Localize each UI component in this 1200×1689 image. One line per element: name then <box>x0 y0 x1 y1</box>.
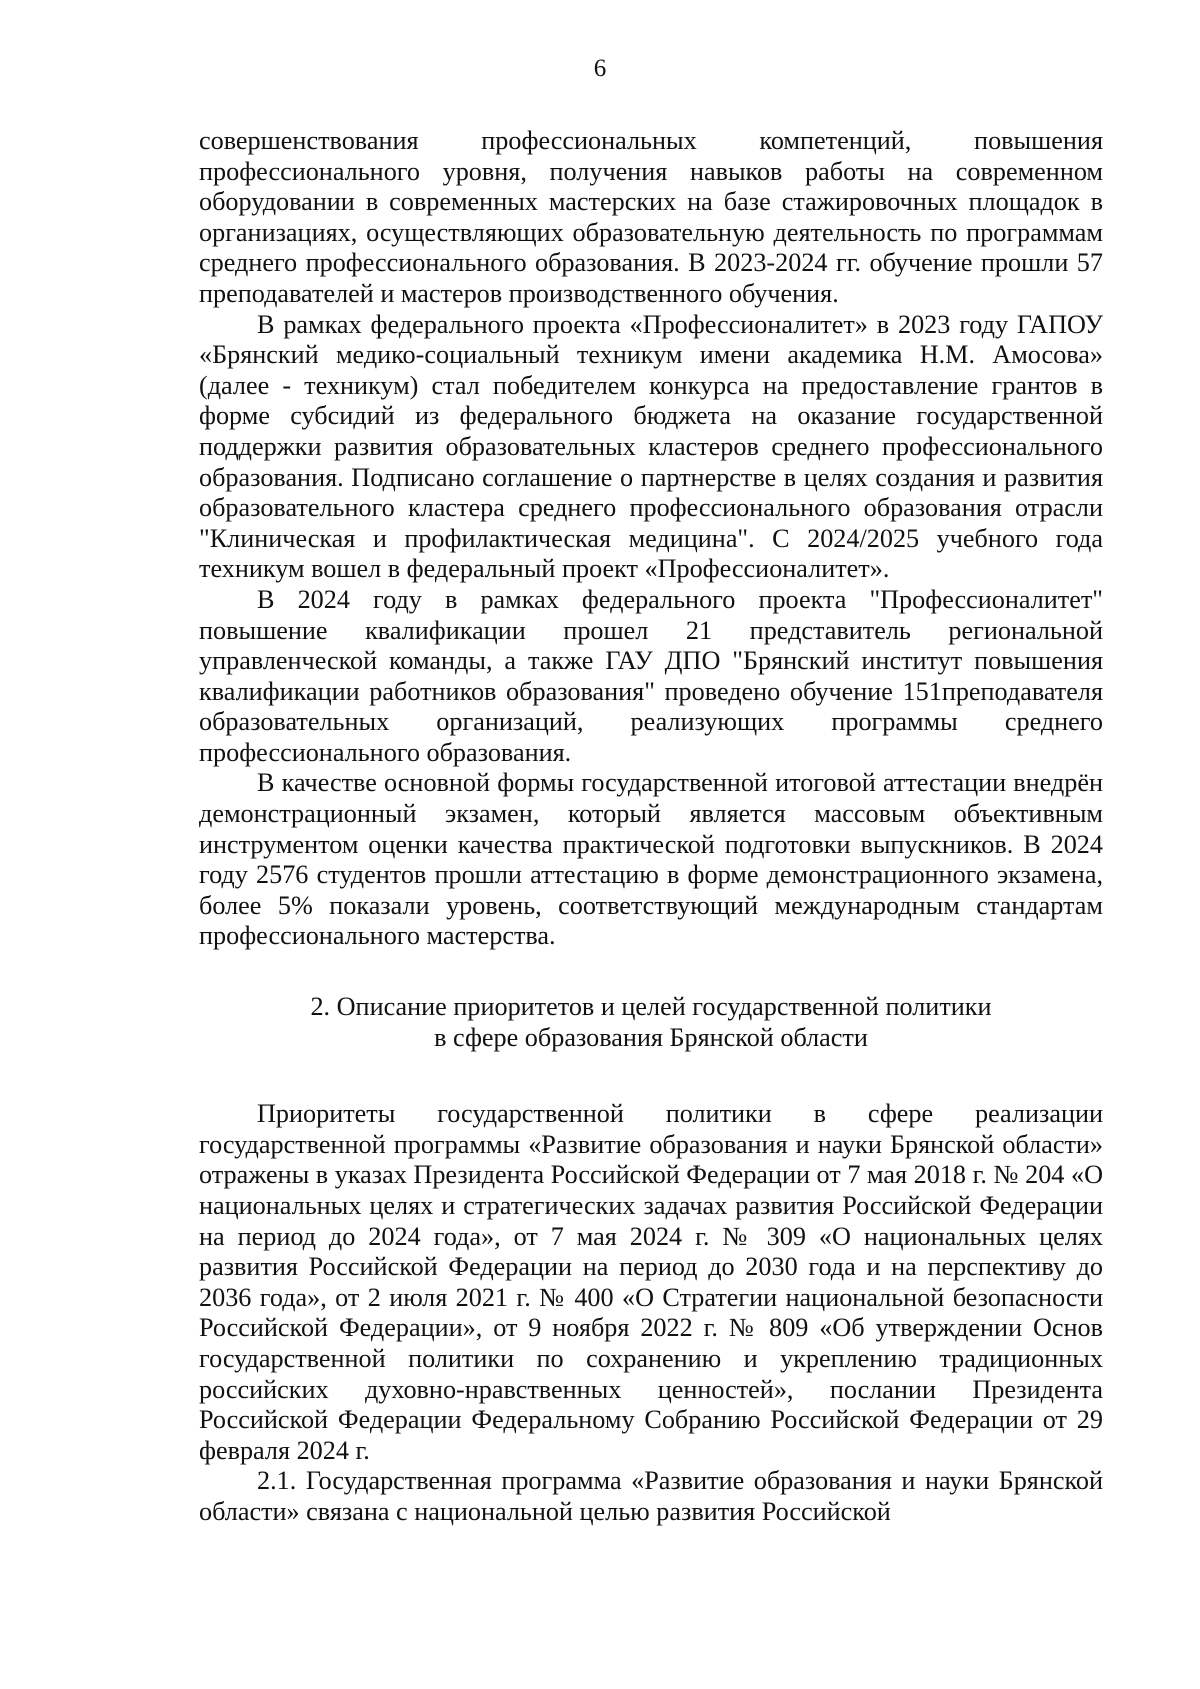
document-body <box>199 126 1103 1528</box>
section-heading-line-1: 2. Описание приоритетов и целей государственной политики <box>310 992 992 1022</box>
section-heading-line-2: в сфере образования Брянской области <box>434 1022 868 1052</box>
section-heading <box>199 992 1103 1053</box>
paragraph-qualification-training: В 2024 году в рамках федерального проекта "Профессионалитет" повышение квалификации прошел 21 представитель региональной управленческой команды, а также ГАУ ДПО "Брянский институт повышения квалификации работников образования" проведено обучение 151преподавателя образовательных организаций, реализующих программы среднего профессионального образования. <box>199 584 1103 767</box>
page-number: 6 <box>593 55 607 82</box>
paragraph-continuation: совершенствования профессиональных компетенций, повышения профессионального уровня, получения навыков работы на современном оборудовании в современных мастерских на базе стажировочных площадок в организациях, осуществляющих образовательную деятельность по программам среднего профессионального образования. В 2023-2024 гг. обучение прошли 57 преподавателей и мастеров производственного обучения. <box>199 126 1103 308</box>
paragraph-2-1: 2.1. Государственная программа «Развитие образования и науки Брянской области» связана с национальной целью развития Российской <box>199 1466 1103 1526</box>
paragraph-policy-priorities: Приоритеты государственной политики в сфере реализации государственной программы «Развитие образования и науки Брянской области» отражены в указах Президента Российской Федерации от 7 мая 2018 г. № 204 «О национальных целях и стратегических задачах развития Российской Федерации на период до 2024 года», от 7 мая 2024 г. № 309 «О национальных целях развития Российской Федерации на период до 2030 года и на перспективу до 2036 года», от 2 июля 2021 г. № 400 «О Стратегии национальной безопасности Российской Федерации», от 9 ноября 2022 г. № 809 «Об утверждении Основ государственной политики по сохранению и укреплению традиционных российских духовно-нравственных ценностей», послании Президента Российской Федерации Федеральному Собранию Российской Федерации от 29 февраля 2024 г. <box>199 1099 1103 1465</box>
paragraph-demo-exam: В качестве основной формы государственной итоговой аттестации внедрён демонстрационный экзамен, который является массовым объективным инструментом оценки качества практической подготовки выпускников. В 2024 году 2576 студентов прошли аттестацию в форме демонстрационного экзамена, более 5% показали уровень, соответствующий международным стандартам профессионального мастерства. <box>199 768 1103 951</box>
paragraph-professionalitet-cluster: В рамках федерального проекта «Профессионалитет» в 2023 году ГАПОУ «Брянский медико-социальный техникум имени академика Н.М. Амосова» (далее - техникум) стал победителем конкурса на предоставление грантов в форме субсидий из федерального бюджета на оказание государственной поддержки развития образовательных кластеров среднего профессионального образования. Подписано соглашение о партнерстве в целях создания и развития образовательного кластера среднего профессионального образования отрасли "Клиническая и профилактическая медицина". С 2024/2025 учебного года техникум вошел в федеральный проект «Профессионалитет». <box>199 309 1103 584</box>
